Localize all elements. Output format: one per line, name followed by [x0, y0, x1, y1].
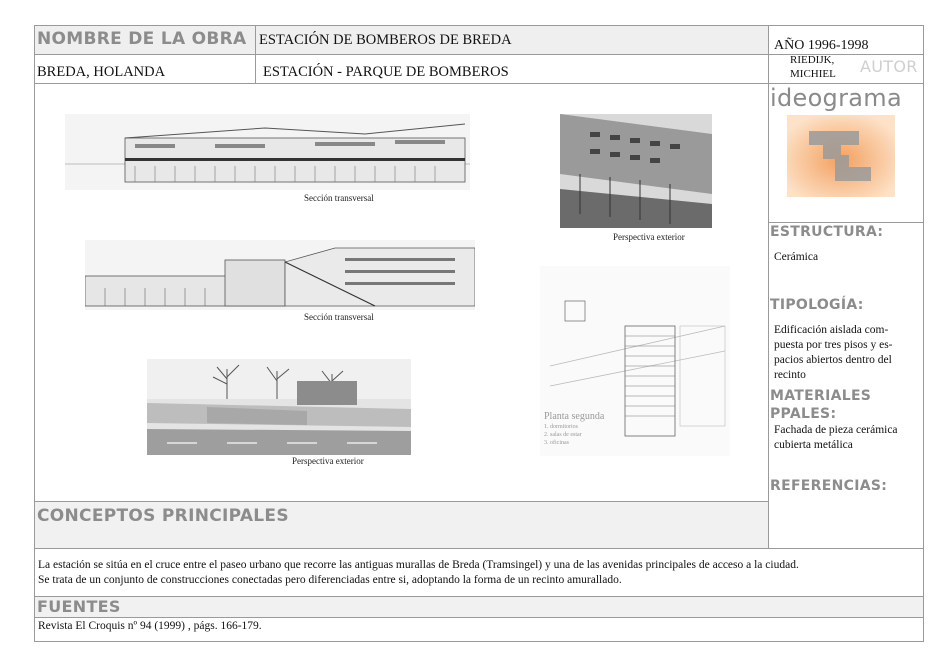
tipologia-label: TIPOLOGÍA: [770, 297, 864, 313]
ideogram-label: ideograma [770, 84, 902, 112]
materiales-value: Fachada de pieza cerámica cubierta metálica [774, 424, 898, 451]
ideogram-graphic [787, 115, 895, 197]
name-label: NOMBRE DE LA OBRA [37, 29, 247, 49]
conceptos-text: La estación se sitúa en el cruce entre el paseo urbano que recorre las antiguas murallas de Breda (Tramsingel) y una de las avenidas principales de acceso a la ciudad. Se trata de un conjunto de construcciones conectadas pero diferenciadas entre si, adoptando la forma de un recinto amurallado. [38, 559, 799, 586]
caption-exterior-1: Perspectiva exterior [613, 232, 685, 242]
plan-legend: 1. dormitorios 2. salas de estar 3. oficinas [544, 424, 582, 446]
conceptos-label: CONCEPTOS PRINCIPALES [37, 506, 289, 526]
record-sheet [34, 25, 924, 642]
estructura-label: ESTRUCTURA: [770, 224, 884, 240]
cross-section-drawing-2 [85, 240, 475, 310]
fuentes-label: FUENTES [37, 597, 121, 616]
caption-section-2: Sección transversal [304, 312, 374, 322]
project-name: ESTACIÓN DE BOMBEROS DE BREDA [259, 32, 512, 48]
estructura-value: Cerámica [774, 251, 819, 263]
fuentes-text: Revista El Croquis nº 94 (1999) , págs. 166-179. [38, 620, 262, 632]
year: AÑO 1996-1998 [774, 38, 869, 53]
author-label: AUTOR [860, 57, 918, 76]
referencias-label: REFERENCIAS: [770, 478, 888, 494]
exterior-photo-1 [560, 114, 712, 228]
tipologia-value: Edificación aislada com- puesta por tres pisos y es- pacios abiertos dentro del recinto [774, 324, 893, 381]
caption-exterior-2: Perspectiva exterior [292, 456, 364, 466]
cross-section-drawing-1 [65, 114, 470, 190]
plan-title: Planta segunda [544, 411, 605, 422]
building-type: ESTACIÓN - PARQUE DE BOMBEROS [263, 64, 509, 80]
caption-section-1: Sección transversal [304, 193, 374, 203]
author-name-1: RIEDIJK, [790, 54, 835, 66]
materiales-label: MATERIALES PPALES: [770, 388, 872, 422]
fuentes-band [35, 597, 923, 617]
location: BREDA, HOLANDA [37, 64, 166, 80]
exterior-photo-2 [147, 359, 411, 455]
author-name-2: MICHIEL [790, 68, 836, 80]
